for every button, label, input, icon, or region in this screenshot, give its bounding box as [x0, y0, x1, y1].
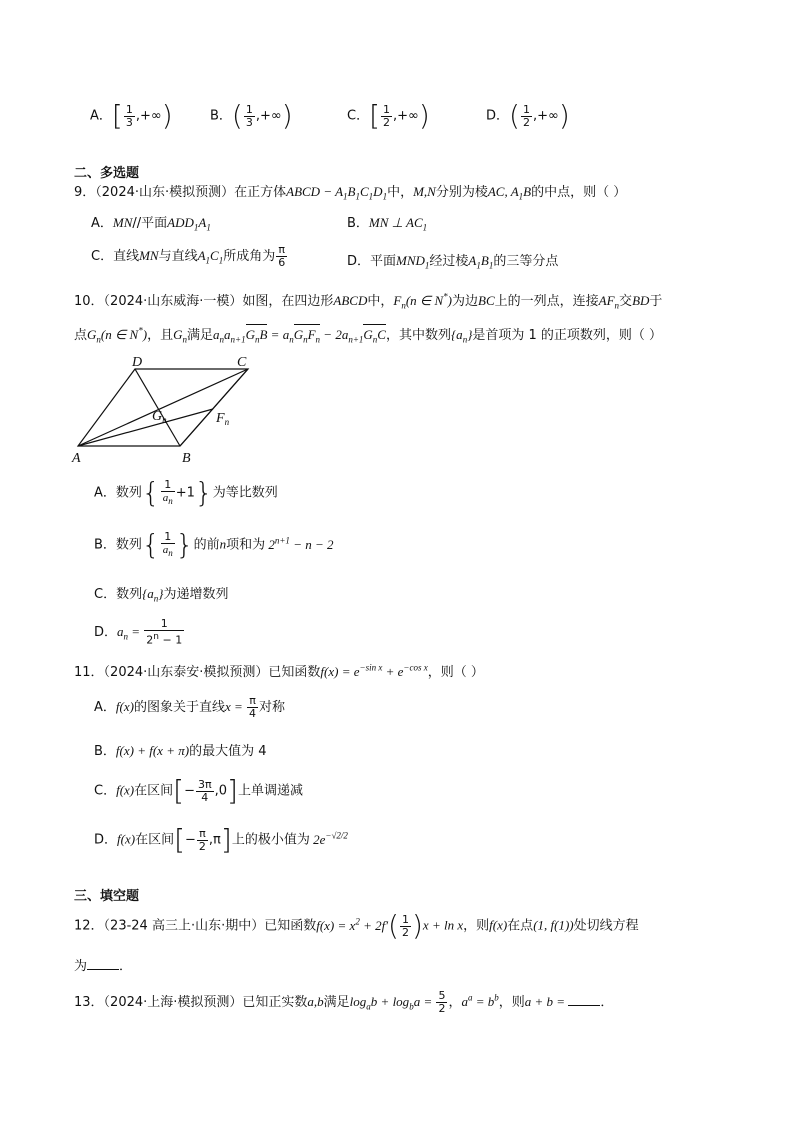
math: n — [219, 536, 227, 552]
q11-option-c — [94, 774, 303, 807]
fraction — [381, 104, 392, 129]
numerator: π — [247, 695, 258, 708]
parallelogram-figure — [70, 352, 260, 464]
label-g-letter: G — [152, 409, 163, 424]
q9-option-d — [347, 250, 558, 271]
interval-tail: ,+∞ — [255, 108, 282, 124]
denominator: $2^n - 1$ — [146, 632, 183, 647]
label-g-sub: n — [162, 415, 167, 425]
fraction — [247, 695, 258, 720]
text: 为等比数列 — [212, 485, 278, 501]
text: 点 — [74, 328, 88, 343]
option-label: D． — [94, 624, 118, 640]
q10-option-d — [94, 618, 185, 647]
bracket: ) — [281, 99, 293, 132]
denominator: 3 — [125, 115, 133, 129]
q8-option-c — [347, 99, 430, 132]
text: ． — [119, 959, 133, 974]
q8-option-a — [90, 99, 173, 132]
text: 满足 — [186, 328, 213, 343]
numerator: 1 — [522, 102, 530, 116]
numerator: 1 — [245, 102, 253, 116]
option-label: C． — [94, 783, 117, 799]
text: 交 — [619, 294, 633, 309]
label-b: B — [182, 451, 191, 464]
brace: { — [141, 528, 160, 562]
text: 的中点，则（ ） — [531, 185, 627, 200]
denominator: 3 — [245, 115, 253, 129]
math: ABCD − $A_1B_1C_1D_1$ — [286, 184, 388, 202]
text: 11．（2024·山东泰安·模拟预测）已知函数 — [74, 665, 321, 680]
fraction — [124, 104, 135, 129]
text: 为边 — [452, 294, 479, 309]
text: 上的极小值为 — [231, 832, 310, 848]
text: 对称 — [259, 700, 286, 715]
fraction — [244, 104, 255, 129]
paren: ) — [411, 909, 423, 942]
math: $A_1B_1$ — [468, 253, 494, 271]
label-f-sub: n — [224, 417, 230, 427]
q10-option-b — [94, 528, 334, 562]
text: 的前 — [193, 537, 220, 553]
fraction — [161, 531, 175, 559]
math: f(x) — [115, 699, 134, 714]
math: ,π — [208, 832, 221, 848]
option-label: C．直线 — [91, 249, 140, 264]
text: 在区间 — [135, 832, 175, 848]
math: $G_n(n$ ∈ N*) — [87, 325, 148, 345]
math: a,b — [307, 994, 324, 1009]
text: 的最大值为 4 — [189, 744, 267, 759]
text: ，则 — [498, 995, 525, 1010]
label-d: D — [132, 355, 143, 370]
math: a + b = — [524, 994, 569, 1009]
text: 是首项为 1 的正项数列，则（ ） — [472, 328, 663, 343]
math: ,0 — [214, 783, 228, 799]
math: f(x) — [489, 917, 508, 933]
math: $G_n$ — [173, 327, 187, 345]
math: AC, $A_1B$ — [487, 184, 532, 202]
text: 所成角为 — [223, 249, 276, 264]
math: $a_n$ = — [117, 623, 144, 642]
numerator: 3π — [197, 777, 212, 791]
q10-stem-line2 — [74, 324, 662, 345]
diagonal-ac — [78, 369, 248, 446]
math: x = — [224, 699, 247, 714]
math: $f(x) = e^{-sin x} + e^{-cos x}$ — [320, 662, 428, 679]
denominator: 4 — [201, 790, 209, 804]
bracket: ) — [558, 99, 570, 132]
text: 中， — [367, 294, 394, 309]
option-label: D．平面 — [347, 254, 397, 269]
text: 满足 — [323, 995, 350, 1010]
text: //平面 — [132, 216, 168, 231]
text: 于 — [649, 294, 663, 309]
math: +1 — [175, 485, 195, 501]
label-f — [215, 411, 230, 427]
denominator: $a_n$ — [162, 544, 173, 559]
paren: ( — [388, 909, 399, 942]
label-g — [152, 409, 167, 425]
interval-tail: ,+∞ — [393, 108, 419, 124]
math: f(x) — [117, 831, 136, 847]
option-label: C．数列 — [94, 587, 143, 602]
fraction — [197, 828, 208, 853]
denominator: 2 — [522, 115, 530, 129]
text: 13．（2024·上海·模拟预测）已知正实数 — [74, 995, 308, 1010]
q8-option-b — [210, 99, 293, 132]
numerator: 1 — [161, 531, 175, 544]
q9-option-a — [91, 212, 211, 233]
text: 处切线方程 — [573, 918, 639, 934]
text: 在点 — [507, 918, 534, 934]
math: MN — [112, 215, 133, 230]
q10-option-c — [94, 583, 229, 604]
text: 在区间 — [134, 783, 174, 799]
q11-option-d — [94, 823, 348, 856]
brace: { — [141, 476, 160, 510]
numerator: 1 — [161, 479, 175, 492]
bracket: ] — [227, 774, 238, 807]
bracket: [ — [369, 99, 381, 132]
denominator: 2 — [198, 839, 206, 853]
q9-option-c — [91, 244, 288, 269]
numerator: 1 — [383, 102, 391, 116]
label-c: C — [237, 355, 247, 370]
math: − — [185, 832, 196, 848]
denominator: 2 — [401, 925, 409, 939]
bracket: ) — [418, 99, 430, 132]
math: BD — [632, 293, 650, 308]
segment-bc — [180, 369, 248, 446]
math: MN ⊥ $AC_1$ — [368, 215, 428, 233]
math: $a^a = b^b$ — [461, 992, 499, 1009]
math: $a_na_{n+1}G_nB = a_nG_nF_n - 2a_{n+1}G_nC$ — [213, 327, 386, 345]
interval-tail: ,+∞ — [135, 108, 162, 124]
denominator: 2 — [438, 1002, 446, 1015]
math: $\log_ab + \log_ba$ = — [349, 994, 436, 1012]
text: 为 — [74, 959, 88, 974]
option-label: D． — [94, 832, 118, 848]
math: $AF_n$ — [598, 293, 620, 311]
option-label: D． — [486, 108, 510, 124]
label-f-letter: F — [216, 411, 225, 426]
option-label: B． — [210, 108, 232, 124]
q11-stem — [74, 661, 484, 680]
denominator: 6 — [278, 256, 286, 269]
label-a: A — [72, 451, 81, 464]
text: 上的一列点，连接 — [494, 294, 599, 309]
numerator: 1 — [125, 102, 133, 116]
text: ，且 — [147, 328, 174, 343]
math: − — [184, 783, 195, 799]
bracket: ( — [509, 99, 520, 132]
brace: } — [194, 476, 213, 510]
q9-stem — [74, 181, 626, 202]
text: ， — [448, 995, 462, 1010]
math: f(x) + f(x + π) — [115, 743, 190, 758]
q13-stem — [74, 990, 613, 1015]
math: BC — [478, 293, 495, 308]
fraction — [400, 914, 411, 939]
bracket: [ — [173, 774, 185, 807]
bracket: [ — [111, 99, 123, 132]
diagonal-bd — [135, 369, 180, 446]
math: $A_1C_1$ — [197, 248, 224, 266]
math: $F_n(n$ ∈ N*) — [393, 291, 452, 311]
text: 的三等分点 — [493, 254, 559, 269]
fraction — [521, 104, 532, 129]
q12-stem — [74, 909, 639, 942]
q11-option-b — [94, 740, 266, 759]
numerator: π — [276, 244, 287, 257]
q10-stem-line1 — [74, 290, 662, 311]
text: 10．（2024·山东威海·一模）如图，在四边形 — [74, 294, 334, 309]
numerator: 1 — [144, 618, 184, 631]
q11-option-a — [94, 695, 285, 720]
math: $2^{n+1} - n - 2$ — [265, 535, 334, 552]
text: 上单调递减 — [237, 783, 303, 799]
math: MN — [139, 248, 159, 263]
option-label: A．数列 — [94, 485, 142, 501]
numerator: 5 — [438, 989, 446, 1002]
numerator: 1 — [401, 912, 409, 926]
bracket: ( — [231, 99, 243, 132]
option-label: B．数列 — [94, 537, 142, 553]
denominator: 2 — [383, 115, 391, 129]
numerator: π — [197, 828, 208, 841]
fraction — [276, 244, 287, 269]
answer-blank[interactable] — [87, 957, 119, 970]
fraction — [144, 618, 184, 647]
option-label: A． — [94, 700, 116, 715]
math: (1, f(1)) — [533, 917, 574, 933]
text: 中， — [387, 185, 414, 200]
bracket: [ — [174, 823, 186, 856]
text: 的图象关于直线 — [133, 700, 225, 715]
brace: } — [175, 528, 194, 562]
text: ，则（ ） — [427, 665, 484, 680]
text: 分别为棱 — [435, 185, 488, 200]
segment-afn — [78, 409, 213, 446]
math: $\{a_n\}$ — [450, 327, 473, 345]
option-label: C． — [347, 108, 370, 124]
text: 与直线 — [158, 249, 198, 264]
option-label: A． — [91, 216, 113, 231]
q9-option-b — [347, 212, 427, 233]
math: $f(x) = x^2 + 2f'$ — [316, 916, 389, 933]
text: 12．（23-24 高三上·山东·期中）已知函数 — [74, 918, 317, 934]
option-label: A． — [90, 108, 112, 124]
fraction — [161, 479, 175, 507]
q8-option-d — [486, 99, 570, 132]
option-label: B． — [347, 216, 369, 231]
denominator: $a_n$ — [162, 492, 173, 507]
q10-option-a — [94, 476, 278, 510]
fraction — [196, 779, 214, 804]
q12-line2 — [74, 955, 132, 974]
text: ，则 — [463, 918, 490, 934]
fraction — [436, 990, 447, 1015]
option-label: B． — [94, 744, 116, 759]
text: 9．（2024·山东·模拟预测）在正方体 — [74, 185, 287, 200]
text: 为递增数列 — [163, 587, 229, 602]
text: 项和为 — [226, 537, 266, 553]
text: ． — [600, 995, 614, 1010]
math: $ADD_1A_1$ — [167, 215, 211, 233]
math: x + ln x — [422, 917, 464, 933]
math: $\{a_n\}$ — [142, 586, 164, 604]
denominator: 4 — [249, 707, 257, 720]
answer-blank[interactable] — [568, 993, 600, 1006]
section-heading-fill-in: 三、填空题 — [74, 889, 140, 904]
math: f(x) — [116, 782, 135, 798]
interval-tail: ,+∞ — [532, 108, 559, 124]
math: $2e^{-√2/2}$ — [309, 830, 348, 847]
math: ABCD — [333, 293, 368, 308]
text: 经过棱 — [429, 254, 469, 269]
math: $MND_1$ — [396, 253, 430, 271]
bracket: ] — [220, 823, 232, 856]
text: ，其中数列 — [385, 328, 451, 343]
math: M,N — [413, 184, 436, 199]
section-heading-multiple-choice: 二、多选题 — [74, 166, 140, 181]
bracket: ) — [161, 99, 173, 132]
